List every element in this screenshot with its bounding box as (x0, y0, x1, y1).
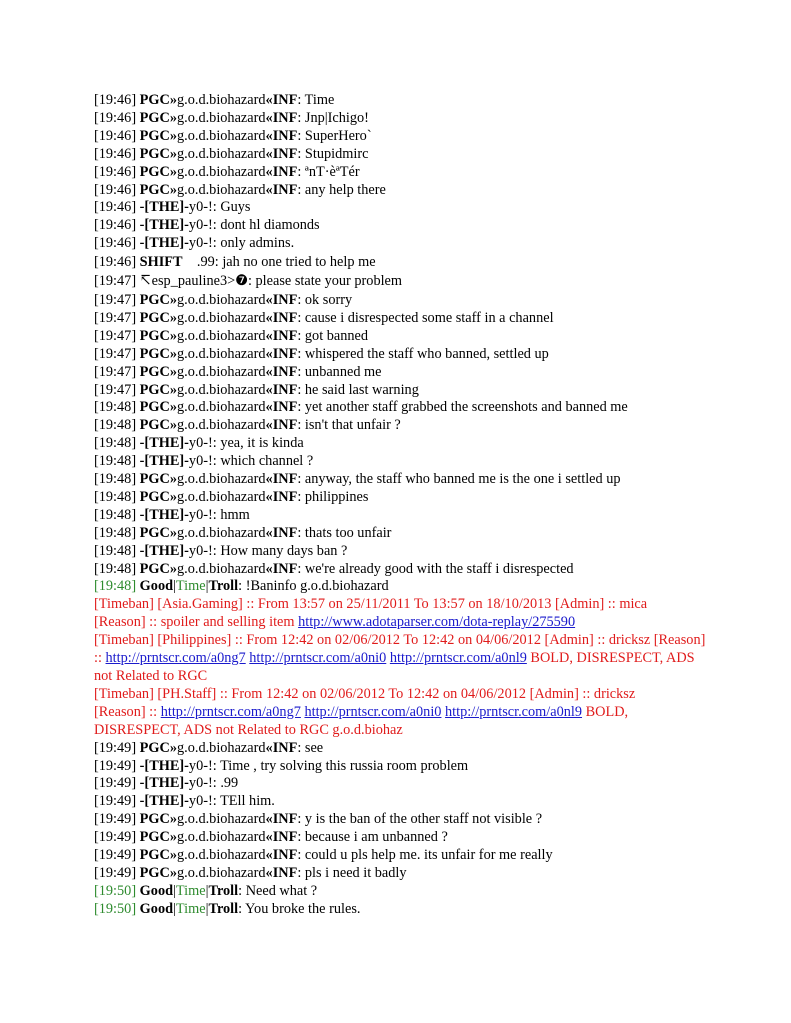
speaker-suffix: «INF (265, 345, 298, 362)
timestamp: [19:49] (94, 757, 137, 774)
message-text: y is the ban of the other staff not visible ? (304, 811, 543, 828)
chat-line: [19:48] PGC»g.o.d.biohazard«INF: isn't that unfair ? (94, 417, 401, 434)
timestamp: [19:48] (94, 542, 137, 559)
screenshot-link[interactable]: http://prntscr.com/a0ng7 (160, 703, 301, 720)
speaker-nick: y0-! (188, 757, 213, 774)
timestamp: [19:49] (94, 811, 137, 828)
chat-line: [19:46] PGC»g.o.d.biohazard«INF: Jnp|Ichigo! (94, 109, 369, 126)
speaker-tag: PGC» (139, 345, 177, 362)
speaker-tag: -[THE]- (139, 235, 189, 252)
speaker-suffix: «INF (265, 864, 298, 881)
message-text: How many days ban ? (220, 542, 348, 559)
speaker-tag: PGC» (139, 847, 177, 864)
speaker-tag: -[THE]- (139, 542, 189, 559)
timestamp: [19:46] (94, 217, 137, 234)
timestamp: [19:48] (94, 417, 137, 434)
chat-line: [19:49] PGC»g.o.d.biohazard«INF: see (94, 739, 324, 756)
speaker-tag: SHIFT (139, 254, 183, 271)
message-text: isn't that unfair ? (304, 417, 401, 434)
speaker-tag: -[THE]- (139, 217, 189, 234)
timestamp: [19:49] (94, 864, 137, 881)
message-text: !Baninfo g.o.d.biohazard (245, 578, 389, 595)
timestamp: [19:46] (94, 235, 137, 252)
chat-line: [19:46] -[THE]-y0-!: only admins. (94, 235, 295, 252)
chat-line: [19:47] PGC»g.o.d.biohazard«INF: cause i disrespected some staff in a channel (94, 309, 554, 326)
message-text: jah no one tried to help me (222, 254, 376, 271)
message-text: see (304, 739, 324, 756)
speaker-suffix: «INF (265, 811, 298, 828)
message-text: Stupidmirc (304, 145, 369, 162)
timestamp: [19:46] (94, 199, 137, 216)
speaker-nick: g.o.d.biohazard (177, 864, 266, 881)
speaker-nick: .99 (196, 254, 215, 271)
speaker-suffix: «INF (265, 381, 298, 398)
speaker-nick: g.o.d.biohazard (177, 309, 266, 326)
message-text: Time , try solving this russia room problem (220, 757, 469, 774)
timestamp: [19:50] (94, 882, 137, 899)
timestamp: [19:48] (94, 524, 137, 541)
chat-log (94, 92, 714, 919)
message-text: whispered the staff who banned, settled up (304, 345, 549, 362)
chat-line: [19:48] Good|Time|Troll: !Baninfo g.o.d.biohazard (94, 578, 389, 595)
speaker-tag: PGC» (139, 488, 177, 505)
speaker-nick: y0-! (188, 435, 213, 452)
speaker-suffix: «INF (265, 417, 298, 434)
chat-line: [19:48] -[THE]-y0-!: which channel ? (94, 453, 314, 470)
speaker-nick: y0-! (188, 793, 213, 810)
message-text: unbanned me (304, 363, 382, 380)
speaker-tag: PGC» (139, 399, 177, 416)
timestamp: [19:47] (94, 345, 137, 362)
message-text: he said last warning (304, 381, 419, 398)
chat-line: [19:47] PGC»g.o.d.biohazard«INF: whispered the staff who banned, settled up (94, 345, 549, 362)
speaker-nick: g.o.d.biohazard (177, 363, 266, 380)
speaker-tag: PGC» (139, 560, 177, 577)
timestamp: [19:48] (94, 399, 137, 416)
speaker-nick: y0-! (188, 542, 213, 559)
speaker-tag: -[THE]- (139, 453, 189, 470)
speaker-tag: -[THE]- (139, 506, 189, 523)
message-text: dont hl diamonds (220, 217, 320, 234)
message-text: cause i disrespected some staff in a channel (304, 309, 554, 326)
speaker-nick: g.o.d.biohazard (177, 127, 266, 144)
chat-line: [19:46] PGC»g.o.d.biohazard«INF: Stupidmirc (94, 145, 369, 162)
speaker-tag: PGC» (139, 524, 177, 541)
speaker-tag: PGC» (139, 363, 177, 380)
speaker-tag: PGC» (139, 471, 177, 488)
speaker-good: Good (139, 578, 174, 595)
speaker-nick: g.o.d.biohazard (177, 399, 266, 416)
chat-line: [19:46] -[THE]-y0-!: Guys (94, 199, 251, 216)
message-text: hmm (220, 506, 250, 523)
speaker-suffix: «INF (265, 847, 298, 864)
screenshot-link[interactable]: http://prntscr.com/a0ng7 (105, 650, 246, 667)
screenshot-link[interactable]: http://prntscr.com/a0ni0 (249, 650, 387, 667)
speaker-tag: PGC» (139, 291, 177, 308)
speaker-nick: g.o.d.biohazard (177, 829, 266, 846)
chat-line: [19:47] ↸esp_pauline3>❼: please state your problem (94, 273, 403, 290)
message-text: thats too unfair (304, 524, 392, 541)
speaker-tag: PGC» (139, 92, 177, 108)
screenshot-link[interactable]: http://prntscr.com/a0nl9 (445, 703, 583, 720)
ban-info-line: [Timeban] [PH.Staff] :: From 12:42 on 02/06/2012 To 12:42 on 04/06/2012 [Admin] :: dricksz (94, 685, 636, 702)
message-text: TEll him. (220, 793, 275, 810)
chat-line: [19:47] PGC»g.o.d.biohazard«INF: ok sorry (94, 291, 353, 308)
speaker-nick: g.o.d.biohazard (177, 524, 266, 541)
speaker-tag: PGC» (139, 309, 177, 326)
message-text: got banned (304, 327, 369, 344)
timestamp: [19:48] (94, 471, 137, 488)
chat-line: [19:48] -[THE]-y0-!: How many days ban ? (94, 542, 348, 559)
timestamp: [19:46] (94, 145, 137, 162)
speaker-tag: -[THE]- (139, 793, 189, 810)
chat-line: [19:49] -[THE]-y0-!: .99 (94, 775, 239, 792)
speaker-nick: g.o.d.biohazard (177, 92, 266, 108)
speaker-suffix: «INF (265, 127, 298, 144)
speaker-nick: g.o.d.biohazard (177, 381, 266, 398)
timestamp: [19:46] (94, 163, 137, 180)
speaker-nick: g.o.d.biohazard (177, 145, 266, 162)
timestamp: [19:47] (94, 363, 137, 380)
message-text: Guys (220, 199, 251, 216)
speaker-suffix: «INF (265, 488, 298, 505)
speaker-suffix: «INF (265, 145, 298, 162)
message-text: SuperHero` (304, 127, 372, 144)
timestamp: [19:47] (94, 291, 137, 308)
speaker-nick: g.o.d.biohazard (177, 471, 266, 488)
message-text: .99 (220, 775, 239, 792)
timestamp: [19:47] (94, 381, 137, 398)
message-text: yet another staff grabbed the screenshots and banned me (304, 399, 628, 416)
speaker-tag: PGC» (139, 811, 177, 828)
speaker-good: Good (139, 900, 174, 917)
timestamp: [19:46] (94, 127, 137, 144)
chat-line: [19:48] -[THE]-y0-!: hmm (94, 506, 250, 523)
chat-line: [19:47] PGC»g.o.d.biohazard«INF: unbanned me (94, 363, 382, 380)
chat-line: [19:49] PGC»g.o.d.biohazard«INF: y is the ban of the other staff not visible ? (94, 811, 543, 828)
speaker-tag: PGC» (139, 381, 177, 398)
timestamp: [19:47] (94, 327, 137, 344)
speaker-suffix: «INF (265, 327, 298, 344)
speaker-nick: g.o.d.biohazard (177, 327, 266, 344)
message-text: which channel ? (220, 453, 314, 470)
speaker-tag: PGC» (139, 417, 177, 434)
message-text: only admins. (220, 235, 295, 252)
chat-line: [19:48] PGC»g.o.d.biohazard«INF: yet another staff grabbed the screenshots and banned me (94, 399, 628, 416)
timestamp: [19:47] (94, 309, 137, 326)
ban-info-line: [Timeban] [Asia.Gaming] :: From 13:57 on 25/11/2011 To 13:57 on 18/10/2013 [Admin] :: mica (94, 596, 648, 613)
timestamp: [19:48] (94, 488, 137, 505)
speaker-tag: PGC» (139, 109, 177, 126)
speaker-troll: Troll (208, 578, 239, 595)
chat-line: [19:49] PGC»g.o.d.biohazard«INF: pls i need it badly (94, 864, 407, 881)
speaker-nick: g.o.d.biohazard (177, 488, 266, 505)
speaker-nick: g.o.d.biohazard (177, 345, 266, 362)
timestamp: [19:48] (94, 435, 137, 452)
timestamp: [19:49] (94, 847, 137, 864)
chat-line: [19:49] -[THE]-y0-!: Time , try solving this russia room problem (94, 757, 469, 774)
message-text: we're already good with the staff i disrespected (304, 560, 574, 577)
speaker-tag: -[THE]- (139, 199, 189, 216)
replay-link[interactable]: http://www.adotaparser.com/dota-replay/275590 (298, 614, 576, 631)
chat-line: [19:49] PGC»g.o.d.biohazard«INF: because i am unbanned ? (94, 829, 448, 846)
speaker-tag: PGC» (139, 181, 177, 198)
speaker-suffix: «INF (265, 181, 298, 198)
speaker-good: Good (139, 882, 174, 899)
speaker-troll: Troll (208, 900, 239, 917)
speaker-suffix: «INF (265, 363, 298, 380)
timestamp: [19:49] (94, 775, 137, 792)
speaker-nick: g.o.d.biohazard (177, 163, 266, 180)
speaker-troll: Troll (208, 882, 239, 899)
chat-line: [19:48] PGC»g.o.d.biohazard«INF: philippines (94, 488, 369, 505)
speaker-nick: g.o.d.biohazard (177, 291, 266, 308)
speaker-nick: g.o.d.biohazard (177, 417, 266, 434)
speaker-tag: PGC» (139, 829, 177, 846)
message-text: Time (304, 92, 335, 108)
timestamp: [19:48] (94, 560, 137, 577)
chat-line: [19:49] PGC»g.o.d.biohazard«INF: could u pls help me. its unfair for me really (94, 847, 553, 864)
message-text: You broke the rules. (245, 900, 361, 917)
speaker-tag: PGC» (139, 145, 177, 162)
message-text: any help there (304, 181, 386, 198)
timestamp: [19:49] (94, 739, 137, 756)
chat-line: [19:47] PGC»g.o.d.biohazard«INF: got banned (94, 327, 369, 344)
message-text: philippines (304, 488, 369, 505)
speaker-suffix: «INF (265, 399, 298, 416)
speaker-tag: -[THE]- (139, 775, 189, 792)
chat-line: [19:49] -[THE]-y0-!: TEll him. (94, 793, 275, 810)
timestamp: [19:46] (94, 109, 137, 126)
speaker-nick: g.o.d.biohazard (177, 181, 266, 198)
ban-info-line: [Reason] :: spoiler and selling item http://www.adotaparser.com/dota-replay/275590 (94, 614, 576, 631)
speaker-nick: y0-! (188, 235, 213, 252)
timestamp: [19:46] (94, 92, 137, 108)
chat-line: [19:47] PGC»g.o.d.biohazard«INF: he said last warning (94, 381, 419, 398)
speaker-nick: y0-! (188, 217, 213, 234)
timestamp: [19:46] (94, 181, 137, 198)
message-text: ªnT·èªTér (304, 163, 360, 180)
timestamp: [19:49] (94, 829, 137, 846)
timestamp: [19:50] (94, 900, 137, 917)
ban-info-block: [Timeban] [Philippines] :: From 12:42 on 02/06/2012 To 12:42 on 04/06/2012 [Admin] :: dricksz [Reason] :: http://prntscr.com/a0ng7 http://prntscr.com/a0ni0 http://prntscr.com/a0nl9 BOLD, DISRESPECT, ADS not Related to RGC (94, 632, 706, 684)
chat-line: [19:46] SHIFT .99: jah no one tried to help me (94, 254, 376, 271)
chat-line: [19:50] Good|Time|Troll: You broke the rules. (94, 900, 361, 917)
speaker-nick: ↸esp_pauline3>❼ (139, 273, 248, 290)
ban-info-block: [Reason] :: http://prntscr.com/a0ng7 http://prntscr.com/a0ni0 http://prntscr.com/a0nl9 BOLD, DISRESPECT, ADS not Related to RGC g.o.d.biohaz (94, 703, 629, 738)
speaker-suffix: «INF (265, 471, 298, 488)
message-text: anyway, the staff who banned me is the one i settled up (304, 471, 621, 488)
speaker-suffix: «INF (265, 829, 298, 846)
chat-line: [19:48] -[THE]-y0-!: yea, it is kinda (94, 435, 304, 452)
speaker-time: Time (175, 900, 206, 917)
speaker-suffix: «INF (265, 163, 298, 180)
speaker-nick: y0-! (188, 506, 213, 523)
timestamp: [19:49] (94, 793, 137, 810)
speaker-tag: PGC» (139, 163, 177, 180)
chat-line: [19:50] Good|Time|Troll: Need what ? (94, 882, 318, 899)
timestamp: [19:48] (94, 506, 137, 523)
message-text: please state your problem (255, 273, 403, 290)
speaker-nick: g.o.d.biohazard (177, 109, 266, 126)
timestamp: [19:48] (94, 453, 137, 470)
chat-line: [19:46] PGC»g.o.d.biohazard«INF: SuperHero` (94, 127, 372, 144)
message-text: ok sorry (304, 291, 353, 308)
message-text: because i am unbanned ? (304, 829, 448, 846)
message-text: yea, it is kinda (220, 435, 304, 452)
timestamp: [19:46] (94, 254, 137, 271)
speaker-tag: -[THE]- (139, 435, 189, 452)
speaker-nick: y0-! (188, 775, 213, 792)
timestamp: [19:48] (94, 578, 137, 595)
chat-line: [19:46] -[THE]-y0-!: dont hl diamonds (94, 217, 320, 234)
message-text: could u pls help me. its unfair for me really (304, 847, 553, 864)
chat-line: [19:46] PGC»g.o.d.biohazard«INF: ªnT·èªTér (94, 163, 360, 180)
speaker-tag: PGC» (139, 739, 177, 756)
speaker-suffix: «INF (265, 92, 298, 108)
chat-line: [19:46] PGC»g.o.d.biohazard«INF: any help there (94, 181, 386, 198)
message-text: Jnp|Ichigo! (304, 109, 369, 126)
speaker-nick: y0-! (188, 199, 213, 216)
speaker-nick: g.o.d.biohazard (177, 847, 266, 864)
speaker-tag: PGC» (139, 327, 177, 344)
speaker-suffix: «INF (265, 309, 298, 326)
chat-line: [19:48] PGC»g.o.d.biohazard«INF: thats too unfair (94, 524, 392, 541)
timestamp: [19:47] (94, 273, 137, 290)
chat-line: [19:48] PGC»g.o.d.biohazard«INF: we're already good with the staff i disrespected (94, 560, 574, 577)
speaker-suffix: «INF (265, 109, 298, 126)
speaker-time: Time (175, 578, 206, 595)
chat-line: [19:46] PGC»g.o.d.biohazard«INF: Time (94, 92, 335, 108)
message-text: pls i need it badly (304, 864, 407, 881)
message-text: Need what ? (245, 882, 318, 899)
speaker-tag: -[THE]- (139, 757, 189, 774)
speaker-suffix: «INF (265, 560, 298, 577)
speaker-nick: y0-! (188, 453, 213, 470)
speaker-time: Time (175, 882, 206, 899)
chat-line: [19:48] PGC»g.o.d.biohazard«INF: anyway, the staff who banned me is the one i settled up (94, 471, 621, 488)
screenshot-link[interactable]: http://prntscr.com/a0ni0 (304, 703, 442, 720)
speaker-suffix: «INF (265, 524, 298, 541)
speaker-suffix: «INF (265, 291, 298, 308)
speaker-nick: g.o.d.biohazard (177, 739, 266, 756)
speaker-tag: PGC» (139, 864, 177, 881)
speaker-tag: PGC» (139, 127, 177, 144)
speaker-suffix: «INF (265, 739, 298, 756)
speaker-nick: g.o.d.biohazard (177, 560, 266, 577)
speaker-nick: g.o.d.biohazard (177, 811, 266, 828)
screenshot-link[interactable]: http://prntscr.com/a0nl9 (389, 650, 527, 667)
